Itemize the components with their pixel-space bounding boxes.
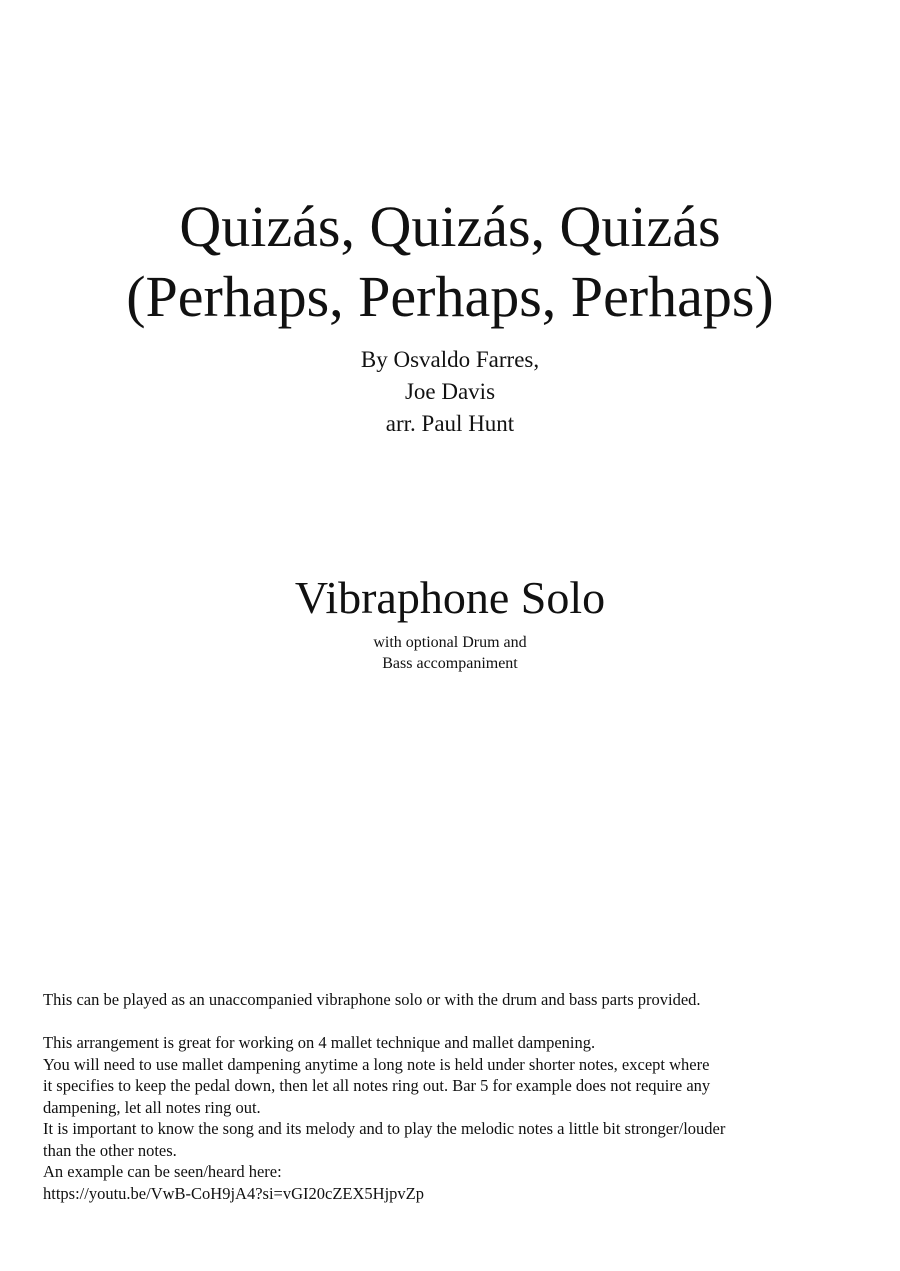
composer-line-2: Joe Davis	[404, 379, 496, 404]
notes-technique: This arrangement is great for working on 4 mallet technique and mallet dampening.	[43, 1033, 596, 1052]
title-line-2: (Perhaps, Perhaps, Perhaps)	[126, 264, 774, 329]
notes-dampening-line-3: dampening, let all notes ring out.	[43, 1097, 261, 1117]
notes-example-label: An example can be seen/heard here:	[43, 1162, 282, 1181]
piece-title	[0, 192, 900, 332]
notes-dampening-line-2: it specifies to keep the pedal down, then let all notes ring out. Bar 5 for example does not require any	[43, 1076, 711, 1095]
title-line-1: Quizás, Quizás, Quizás	[179, 194, 721, 259]
notes-melody-line-2: than the other notes.	[43, 1140, 177, 1160]
example-video-link[interactable]: https://youtu.be/VwB-CoH9jA4?si=vGI20cZEX5HjpvZp	[43, 1183, 424, 1203]
accompaniment-line-2: Bass accompaniment	[382, 655, 518, 672]
arranger-line: arr. Paul Hunt	[385, 411, 515, 436]
accompaniment-line-1: with optional Drum and	[373, 634, 527, 651]
composer-credits	[0, 344, 900, 440]
notes-intro: This can be played as an unaccompanied vibraphone solo or with the drum and bass parts provided.	[43, 990, 701, 1009]
paragraph-spacer	[43, 1011, 873, 1033]
notes-dampening-line-1: You will need to use mallet dampening anytime a long note is held under shorter notes, except where	[43, 1054, 710, 1074]
accompaniment-note	[0, 632, 900, 674]
composer-line-1: By Osvaldo Farres,	[360, 347, 540, 372]
performance-notes	[43, 989, 873, 1204]
instrumentation-heading: Vibraphone Solo	[294, 572, 606, 623]
notes-melody-line-1: It is important to know the song and its melody and to play the melodic notes a little bit stronger/louder	[43, 1119, 726, 1138]
